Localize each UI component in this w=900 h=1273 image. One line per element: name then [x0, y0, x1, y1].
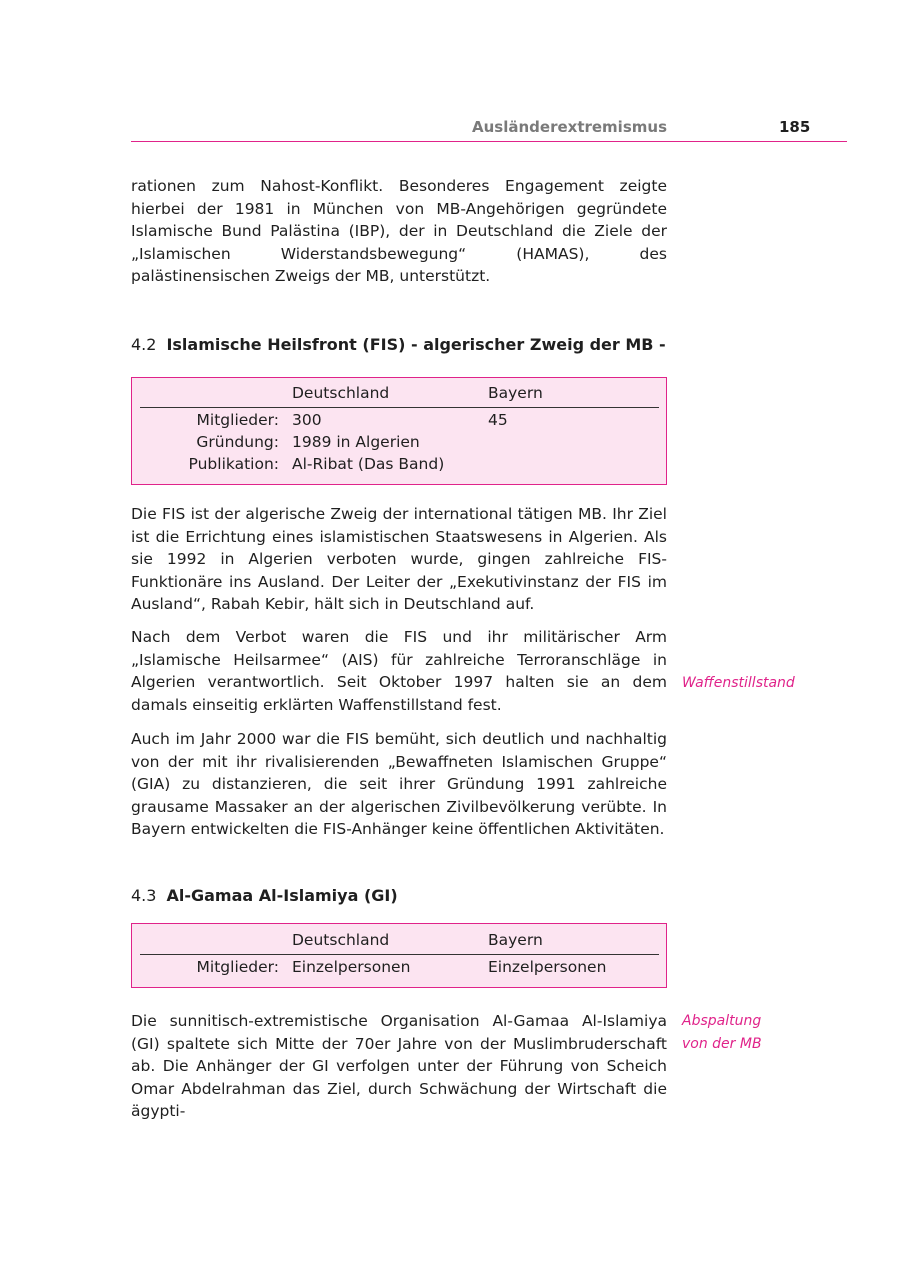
section-number: 4.2	[131, 335, 157, 354]
column-header-germany: Deutschland	[292, 931, 390, 949]
section-title: Al-Gamaa Al-Islamiya (GI)	[166, 886, 398, 905]
body-paragraph: Auch im Jahr 2000 war die FIS bemüht, sich deutlich und nachhaltig von der mit ihr rivalisierenden „Bewaffneten Islamischen Gruppe“ (GIA) zu distanzieren, die seit ihrer Gründung 1991 zahlreiche grausame Massaker an der algerischen Zivilbevölkerung verübte. In Bayern entwickelten die FIS-Anhänger keine öffentlichen Aktivitäten.	[131, 730, 667, 839]
section-number: 4.3	[131, 886, 157, 905]
row-value-germany: 1989 in Algerien	[292, 433, 420, 451]
section-title: Islamische Heilsfront (FIS) - algerischer Zweig der MB -	[166, 335, 666, 354]
body-paragraph: Die sunnitisch-extremistische Organisation Al-Gamaa Al-Islamiya (GI) spaltete sich Mitte der 70er Jahre von der Muslimbruderschaft ab. Die Anhänger der GI verfolgen unter der Führung von Scheich Omar Abdelrahman das Ziel, durch Schwächung der Wirtschaft die ägypti-	[131, 1012, 667, 1121]
margin-note-split	[682, 1010, 762, 1055]
body-paragraph: Nach dem Verbot waren die FIS und ihr militärischer Arm „Islamische Heilsarmee“ (AIS) für zahlreiche Terroranschläge in Algerien verantwortlich. Seit Oktober 1997 halten sie an dem damals einseitig erklärten Waffenstillstand fest.	[131, 628, 667, 714]
column-header-bavaria: Bayern	[488, 384, 543, 402]
row-value-bavaria: 45	[488, 411, 508, 429]
column-header-germany: Deutschland	[292, 384, 390, 402]
row-value-bavaria: Einzelpersonen	[488, 958, 607, 976]
row-label: Publikation:	[188, 455, 279, 473]
column-header-bavaria: Bayern	[488, 931, 543, 949]
row-label: Gründung:	[196, 433, 279, 451]
page-number: 185	[779, 118, 811, 136]
section-heading-4-2	[131, 335, 666, 354]
info-box-rule	[140, 954, 659, 955]
info-box-fis	[131, 377, 667, 485]
info-box-rule	[140, 407, 659, 408]
row-label: Mitglieder:	[196, 411, 279, 429]
row-label: Mitglieder:	[196, 958, 279, 976]
info-box-row-members	[132, 411, 666, 434]
info-box-header-row	[132, 931, 666, 954]
row-value-germany: Al-Ribat (Das Band)	[292, 455, 445, 473]
info-box-row-founding	[132, 433, 666, 456]
section-heading-4-3	[131, 886, 398, 905]
info-box-row-members	[132, 958, 666, 981]
row-value-germany: Einzelpersonen	[292, 958, 411, 976]
info-box-header-row	[132, 384, 666, 407]
margin-note-ceasefire: Waffenstillstand	[682, 675, 795, 691]
info-box-gi	[131, 923, 667, 988]
body-paragraph: Die FIS ist der algerische Zweig der international tätigen MB. Ihr Ziel ist die Errichtung eines islamistischen Staatswesens in Algerien. Als sie 1992 in Algerien verboten wurde, gingen zahlreiche FIS-Funktionäre ins Ausland. Der Leiter der „Exekutivinstanz der FIS im Ausland“, Rabah Kebir, hält sich in Deutschland auf.	[131, 505, 667, 614]
running-header-title: Ausländerextremismus	[472, 118, 667, 136]
header-rule	[131, 141, 847, 142]
margin-note-line: von der MB	[682, 1035, 762, 1052]
intro-paragraph: rationen zum Nahost-Konflikt. Besonderes Engagement zeigte hierbei der 1981 in München von MB-Angehörigen gegründete Islamische Bund Palästina (IBP), der in Deutschland die Ziele der „Islamischen Widerstandsbewegung“ (HAMAS), des palästinensischen Zweigs der MB, unterstützt.	[131, 177, 667, 286]
row-value-germany: 300	[292, 411, 322, 429]
info-box-row-publication	[132, 455, 666, 478]
margin-note-line: Abspaltung	[682, 1013, 762, 1029]
